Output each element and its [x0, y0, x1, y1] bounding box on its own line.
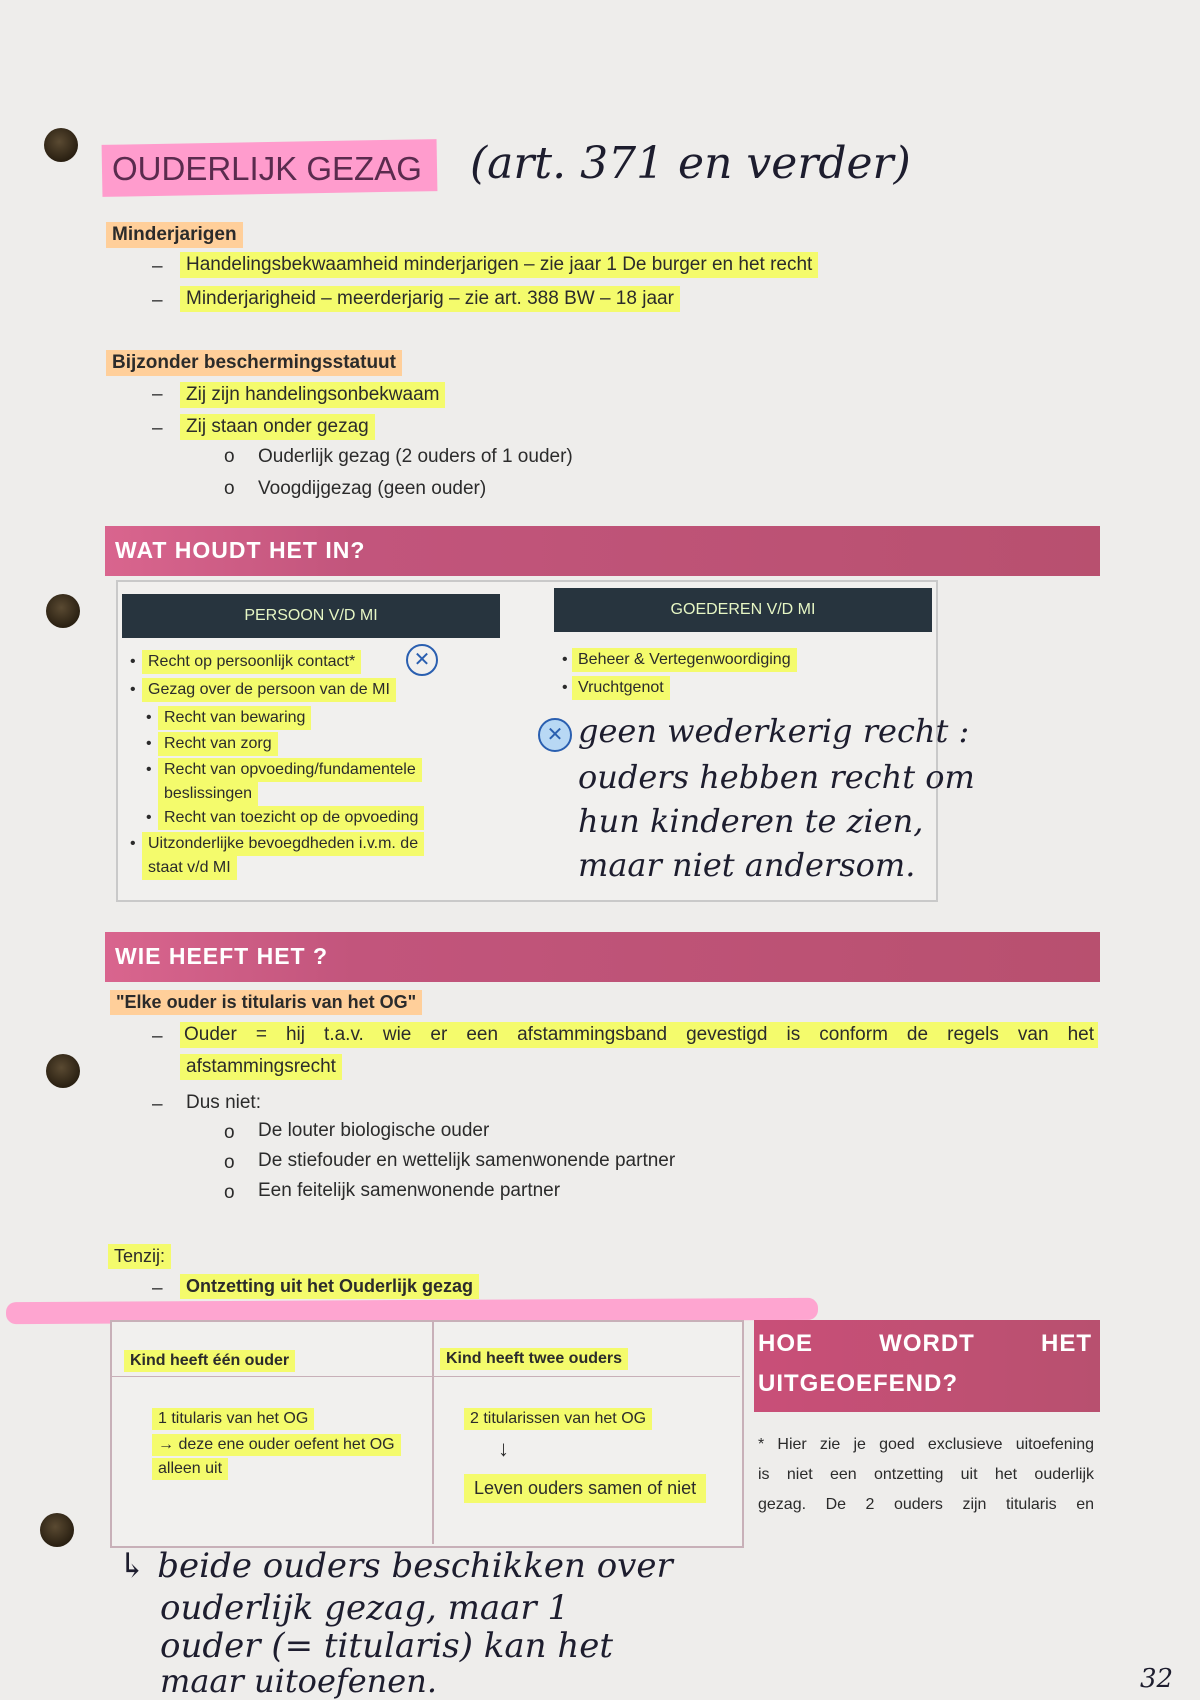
persoon-item: Recht van opvoeding/fundamentele [158, 758, 422, 782]
table-cell: alleen uit [152, 1458, 228, 1480]
section-title: UITGEOEFEND? [758, 1370, 959, 1397]
persoon-item: Recht van bewaring [158, 706, 311, 730]
ouder-definition: Ouder = hij t.a.v. wie er een afstammingsband gevestigd is conform de regels van het [180, 1022, 1098, 1048]
dash-bullet: – [152, 256, 163, 277]
dash-bullet: – [152, 1094, 163, 1115]
page-title: OUDERLIJK GEZAG [112, 150, 422, 187]
circle-bullet: o [224, 478, 235, 499]
dus-niet-item: De stiefouder en wettelijk samenwonende partner [258, 1150, 676, 1171]
persoon-item: beslissingen [158, 782, 258, 806]
column-header-persoon: PERSOON V/D MI [122, 594, 500, 638]
handwritten-note: maar niet andersom. [578, 846, 916, 884]
circle-bullet: o [224, 1152, 235, 1173]
quote: "Elke ouder is titularis van het OG" [110, 990, 422, 1015]
title-handwritten-note: (art. 371 en verder) [470, 138, 911, 189]
asterisk-marker-icon: ✕ [538, 718, 572, 752]
arrow-down-icon: ↓ [498, 1436, 509, 1461]
section3-text: is niet een ontzetting uit het ouderlijk [758, 1466, 1094, 1483]
column-header-goederen: GOEDEREN V/D MI [554, 588, 932, 632]
circle-bullet: o [224, 1182, 235, 1203]
bottom-handwritten-note: maar uitoefenen. [160, 1662, 437, 1700]
section-title: HOE WORDT HET [758, 1330, 1092, 1357]
bijzonder-item: Zij zijn handelingsonbekwaam [180, 382, 445, 408]
table-cell: 2 titularissen van het OG [464, 1408, 652, 1430]
bottom-handwritten-note: ouderlijk gezag, maar 1 [160, 1588, 570, 1628]
minderjarigen-heading: Minderjarigen [106, 222, 243, 248]
tenzij-label: Tenzij: [108, 1244, 171, 1269]
binder-hole [44, 128, 78, 162]
minderjarigen-item: Handelingsbekwaamheid minderjarigen – zie jaar 1 De burger en het recht [180, 252, 818, 278]
dus-niet-item: Een feitelijk samenwonende partner [258, 1180, 561, 1201]
bijzonder-heading: Bijzonder beschermingsstatuut [106, 350, 402, 376]
bijzonder-item: Zij staan onder gezag [180, 414, 375, 440]
bijzonder-subitem: Voogdijgezag (geen ouder) [258, 478, 487, 499]
goederen-item: Beheer & Vertegenwoordiging [572, 648, 797, 672]
dash-bullet: – [152, 290, 163, 311]
table-cell: → deze ene ouder oefent het OG [152, 1434, 401, 1456]
circle-bullet: o [224, 446, 235, 467]
table-cell: Leven ouders samen of niet [464, 1474, 706, 1503]
persoon-item: Recht op persoonlijk contact* [142, 650, 361, 674]
tenzij-item: Ontzetting uit het Ouderlijk gezag [180, 1274, 479, 1299]
bottom-handwritten-note: ouder (= titularis) kan het [160, 1626, 614, 1666]
table-header-twee-ouders: Kind heeft twee ouders [440, 1348, 628, 1370]
section-bar-wie-heeft-het [105, 932, 1100, 982]
section-title: WIE HEEFT HET ? [115, 943, 329, 969]
table-header-een-ouder: Kind heeft één ouder [124, 1350, 295, 1372]
dus-niet-item: De louter biologische ouder [258, 1120, 490, 1141]
handwritten-note: ouders hebben recht om [578, 758, 975, 796]
table-divider [432, 1322, 434, 1544]
section3-text: * Hier zie je goed exclusieve uitoefening [758, 1436, 1094, 1453]
bijzonder-subitem: Ouderlijk gezag (2 ouders of 1 ouder) [258, 446, 573, 467]
dash-bullet: – [152, 1278, 163, 1299]
table-cell: 1 titularis van het OG [152, 1408, 314, 1430]
asterisk-marker-icon: ✕ [406, 644, 438, 676]
dash-bullet: – [152, 1026, 163, 1047]
dash-bullet: – [152, 418, 163, 439]
minderjarigen-item: Minderjarigheid – meerderjarig – zie art. 388 BW – 18 jaar [180, 286, 680, 312]
binder-hole [40, 1513, 74, 1547]
page-number: 32 [1140, 1664, 1174, 1694]
section-bar-wat-houdt-het-in [105, 526, 1100, 576]
ouder-definition-cont: afstammingsrecht [180, 1054, 342, 1080]
persoon-item: staat v/d MI [142, 856, 237, 880]
handwritten-note: geen wederkerig recht : [578, 712, 970, 750]
table-divider [112, 1376, 740, 1377]
handwritten-note: hun kinderen te zien, [578, 802, 924, 840]
section-title: WAT HOUDT HET IN? [115, 537, 366, 563]
circle-bullet: o [224, 1122, 235, 1143]
dash-bullet: – [152, 384, 163, 405]
persoon-item: Recht van toezicht op de opvoeding [158, 806, 424, 830]
dus-niet: Dus niet: [186, 1092, 261, 1113]
binder-hole [46, 594, 80, 628]
binder-hole [46, 1054, 80, 1088]
persoon-item: Uitzonderlijke bevoegdheden i.v.m. de [142, 832, 424, 856]
persoon-item: Gezag over de persoon van de MI [142, 678, 396, 702]
section3-text: gezag. De 2 ouders zijn titularis en [758, 1496, 1094, 1513]
bottom-handwritten-note: ↳ beide ouders beschikken over [118, 1546, 673, 1586]
persoon-item: Recht van zorg [158, 732, 278, 756]
goederen-item: Vruchtgenot [572, 676, 670, 700]
